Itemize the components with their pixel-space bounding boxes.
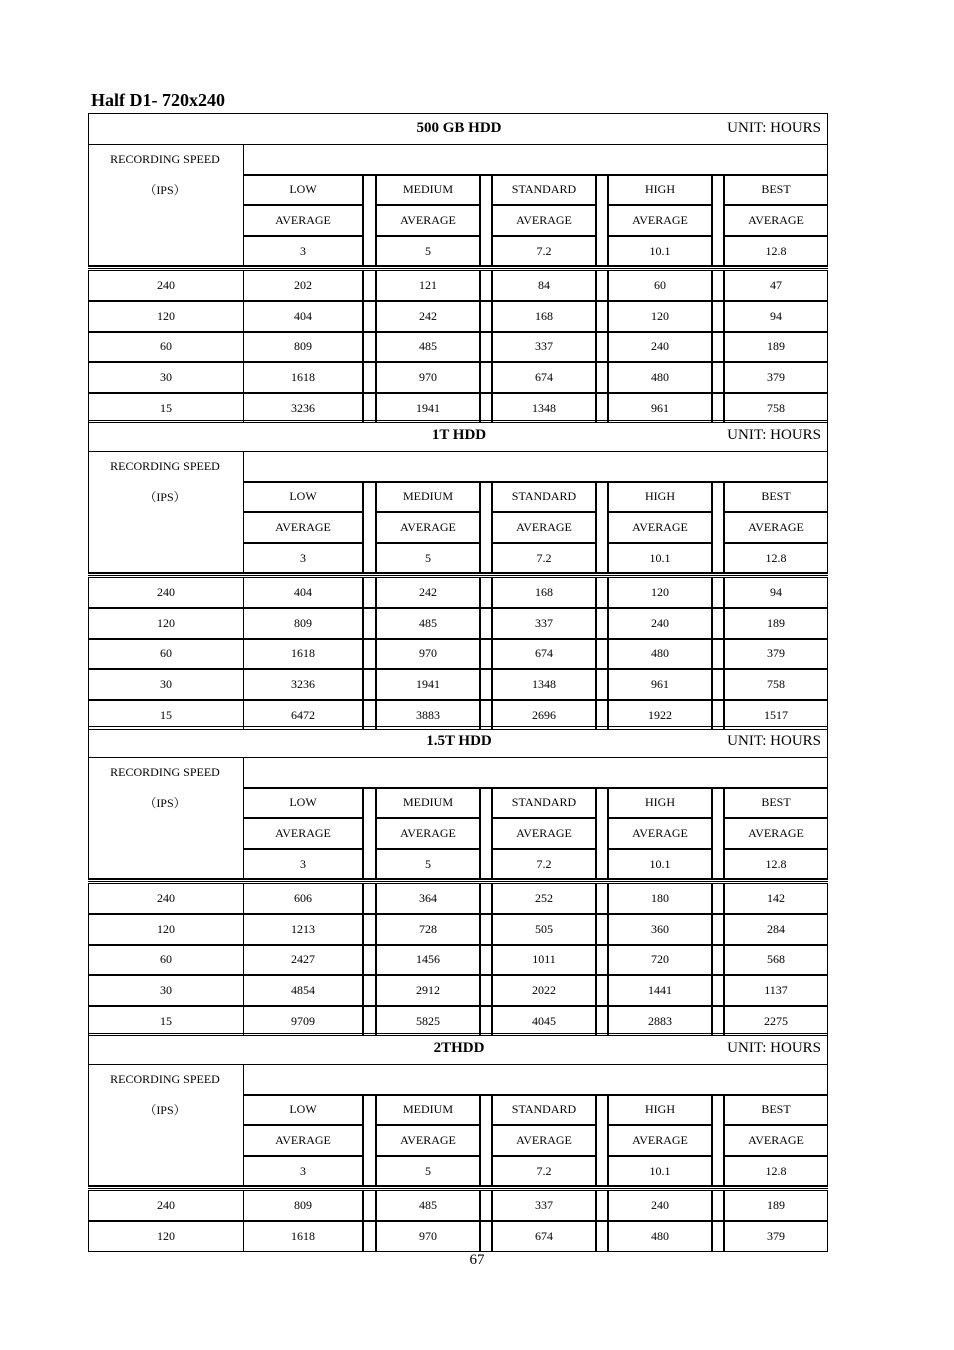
frame-size-header: 10.1 xyxy=(608,543,712,574)
spacer-column xyxy=(596,788,608,880)
double-rule xyxy=(88,266,828,269)
spacer-column xyxy=(363,945,376,976)
spacer-column xyxy=(480,175,492,267)
spacer-column xyxy=(712,639,724,670)
spacer-column xyxy=(596,482,608,574)
table-title: 1.5T HDD xyxy=(426,733,492,749)
hours-value: 242 xyxy=(376,301,480,332)
spacer-column xyxy=(712,914,724,945)
ips-value: 240 xyxy=(88,1190,244,1221)
hours-value: 970 xyxy=(376,362,480,393)
average-header: AVERAGE xyxy=(243,205,363,236)
spacer-column xyxy=(596,975,608,1006)
hours-value: 961 xyxy=(608,669,712,700)
ips-value: 15 xyxy=(88,393,244,424)
quality-header: STANDARD xyxy=(492,482,596,513)
frame-size-header: 7.2 xyxy=(492,543,596,574)
spacer-column xyxy=(480,945,492,976)
quality-header: STANDARD xyxy=(492,175,596,206)
spacer-column xyxy=(596,270,608,301)
spacer-column xyxy=(480,332,492,363)
hours-value: 2912 xyxy=(376,975,480,1006)
frame-size-header: 10.1 xyxy=(608,236,712,267)
header-blank-row xyxy=(243,757,828,788)
average-header: AVERAGE xyxy=(492,1125,596,1156)
hours-value: 1348 xyxy=(492,393,596,424)
spacer-column xyxy=(480,1006,492,1037)
hours-value: 485 xyxy=(376,608,480,639)
frame-size-header: 10.1 xyxy=(608,1156,712,1187)
header-blank-row xyxy=(243,144,828,175)
hours-value: 720 xyxy=(608,945,712,976)
hours-value: 252 xyxy=(492,883,596,914)
spacer-column xyxy=(480,669,492,700)
header-blank-row xyxy=(243,1064,828,1095)
hours-value: 142 xyxy=(724,883,828,914)
quality-header: LOW xyxy=(243,482,363,513)
hours-value: 606 xyxy=(243,883,363,914)
spacer-column xyxy=(363,608,376,639)
ips-value: 120 xyxy=(88,608,244,639)
hours-value: 1348 xyxy=(492,669,596,700)
frame-size-header: 3 xyxy=(243,1156,363,1187)
ips-value: 240 xyxy=(88,270,244,301)
header-blank-row xyxy=(243,451,828,482)
spacer-column xyxy=(363,175,376,267)
ips-value: 60 xyxy=(88,332,244,363)
quality-header: MEDIUM xyxy=(376,482,480,513)
table-title: 1T HDD xyxy=(431,427,487,443)
hours-value: 337 xyxy=(492,1190,596,1221)
double-rule xyxy=(88,573,828,576)
spacer-column xyxy=(480,608,492,639)
spacer-column xyxy=(363,914,376,945)
hours-value: 240 xyxy=(608,332,712,363)
table-caption xyxy=(88,726,828,758)
average-header: AVERAGE xyxy=(724,512,828,543)
spacer-column xyxy=(596,362,608,393)
quality-header: BEST xyxy=(724,788,828,819)
hours-value: 120 xyxy=(608,577,712,608)
average-header: AVERAGE xyxy=(492,512,596,543)
average-header: AVERAGE xyxy=(243,1125,363,1156)
hours-value: 970 xyxy=(376,1221,480,1252)
spacer-column xyxy=(596,1190,608,1221)
hours-value: 404 xyxy=(243,577,363,608)
hours-value: 480 xyxy=(608,1221,712,1252)
hours-value: 1618 xyxy=(243,1221,363,1252)
hours-value: 2427 xyxy=(243,945,363,976)
frame-size-header: 7.2 xyxy=(492,1156,596,1187)
hours-value: 5825 xyxy=(376,1006,480,1037)
average-header: AVERAGE xyxy=(724,1125,828,1156)
hours-value: 505 xyxy=(492,914,596,945)
spacer-column xyxy=(596,332,608,363)
hours-value: 970 xyxy=(376,639,480,670)
hours-value: 168 xyxy=(492,301,596,332)
spacer-column xyxy=(712,332,724,363)
spacer-column xyxy=(363,883,376,914)
hours-value: 1618 xyxy=(243,362,363,393)
hours-value: 284 xyxy=(724,914,828,945)
quality-header: HIGH xyxy=(608,788,712,819)
recording-speed-label: RECORDING SPEED xyxy=(110,765,220,779)
spacer-column xyxy=(712,1221,724,1252)
ips-value: 15 xyxy=(88,700,244,731)
spacer-column xyxy=(480,1221,492,1252)
average-header: AVERAGE xyxy=(376,818,480,849)
recording-speed-label: RECORDING SPEED xyxy=(110,459,220,473)
spacer-column xyxy=(712,669,724,700)
table-caption xyxy=(88,1033,828,1065)
hours-value: 1618 xyxy=(243,639,363,670)
spacer-column xyxy=(480,301,492,332)
hours-value: 180 xyxy=(608,883,712,914)
average-header: AVERAGE xyxy=(492,818,596,849)
quality-header: BEST xyxy=(724,175,828,206)
hours-value: 3236 xyxy=(243,393,363,424)
page-title: Half D1- 720x240 xyxy=(91,90,225,110)
frame-size-header: 12.8 xyxy=(724,849,828,880)
hours-value: 2696 xyxy=(492,700,596,731)
spacer-column xyxy=(596,301,608,332)
ips-label: （IPS） xyxy=(144,490,186,504)
hours-value: 674 xyxy=(492,362,596,393)
double-rule xyxy=(88,879,828,882)
spacer-column xyxy=(363,975,376,1006)
spacer-column xyxy=(480,1095,492,1187)
hours-value: 202 xyxy=(243,270,363,301)
ips-value: 15 xyxy=(88,1006,244,1037)
spacer-column xyxy=(480,362,492,393)
hours-value: 1922 xyxy=(608,700,712,731)
ips-label: （IPS） xyxy=(144,183,186,197)
frame-size-header: 5 xyxy=(376,236,480,267)
spacer-column xyxy=(596,393,608,424)
quality-header: HIGH xyxy=(608,175,712,206)
ips-value: 120 xyxy=(88,1221,244,1252)
average-header: AVERAGE xyxy=(608,818,712,849)
average-header: AVERAGE xyxy=(608,1125,712,1156)
ips-value: 240 xyxy=(88,577,244,608)
spacer-column xyxy=(363,270,376,301)
ips-value: 30 xyxy=(88,669,244,700)
hours-value: 674 xyxy=(492,1221,596,1252)
spacer-column xyxy=(596,639,608,670)
spacer-column xyxy=(363,669,376,700)
spacer-column xyxy=(596,1221,608,1252)
spacer-column xyxy=(363,577,376,608)
spacer-column xyxy=(480,577,492,608)
spacer-column xyxy=(712,577,724,608)
quality-header: LOW xyxy=(243,175,363,206)
hours-value: 94 xyxy=(724,301,828,332)
table-caption xyxy=(88,113,828,145)
spacer-column xyxy=(712,270,724,301)
table-unit: UNIT: HOURS xyxy=(727,733,821,749)
hours-value: 1941 xyxy=(376,669,480,700)
hours-value: 9709 xyxy=(243,1006,363,1037)
average-header: AVERAGE xyxy=(376,512,480,543)
spacer-column xyxy=(596,1095,608,1187)
hours-value: 3236 xyxy=(243,669,363,700)
average-header: AVERAGE xyxy=(724,205,828,236)
hours-value: 2883 xyxy=(608,1006,712,1037)
ips-value: 60 xyxy=(88,639,244,670)
hours-value: 379 xyxy=(724,1221,828,1252)
spacer-column xyxy=(480,393,492,424)
spacer-column xyxy=(596,914,608,945)
frame-size-header: 5 xyxy=(376,1156,480,1187)
spacer-column xyxy=(480,914,492,945)
spacer-column xyxy=(596,945,608,976)
spacer-column xyxy=(712,883,724,914)
hours-value: 809 xyxy=(243,332,363,363)
frame-size-header: 3 xyxy=(243,849,363,880)
spacer-column xyxy=(363,301,376,332)
spacer-column xyxy=(480,639,492,670)
hours-value: 480 xyxy=(608,639,712,670)
spacer-column xyxy=(480,975,492,1006)
hours-value: 4854 xyxy=(243,975,363,1006)
spacer-column xyxy=(480,1190,492,1221)
spacer-column xyxy=(596,883,608,914)
hours-value: 1213 xyxy=(243,914,363,945)
spacer-column xyxy=(712,1095,724,1187)
recording-speed-label: RECORDING SPEED xyxy=(110,152,220,166)
hours-value: 121 xyxy=(376,270,480,301)
hours-value: 961 xyxy=(608,393,712,424)
hours-value: 674 xyxy=(492,639,596,670)
frame-size-header: 5 xyxy=(376,849,480,880)
spacer-column xyxy=(712,1190,724,1221)
hours-value: 240 xyxy=(608,608,712,639)
quality-header: MEDIUM xyxy=(376,1095,480,1126)
quality-header: BEST xyxy=(724,1095,828,1126)
hours-value: 364 xyxy=(376,883,480,914)
recording-speed-label: RECORDING SPEED xyxy=(110,1072,220,1086)
hours-value: 189 xyxy=(724,1190,828,1221)
table-unit: UNIT: HOURS xyxy=(727,1040,821,1056)
spacer-column xyxy=(712,301,724,332)
spacer-column xyxy=(363,639,376,670)
hours-value: 2022 xyxy=(492,975,596,1006)
hours-value: 240 xyxy=(608,1190,712,1221)
ips-value: 120 xyxy=(88,914,244,945)
hours-value: 1441 xyxy=(608,975,712,1006)
quality-header: STANDARD xyxy=(492,788,596,819)
spacer-column xyxy=(712,608,724,639)
hours-value: 1941 xyxy=(376,393,480,424)
hours-value: 6472 xyxy=(243,700,363,731)
spacer-column xyxy=(363,332,376,363)
average-header: AVERAGE xyxy=(724,818,828,849)
hours-value: 728 xyxy=(376,914,480,945)
quality-header: MEDIUM xyxy=(376,788,480,819)
hours-value: 379 xyxy=(724,639,828,670)
ips-value: 240 xyxy=(88,883,244,914)
spacer-column xyxy=(712,482,724,574)
hours-value: 3883 xyxy=(376,700,480,731)
spacer-column xyxy=(363,393,376,424)
hours-value: 1011 xyxy=(492,945,596,976)
hours-value: 485 xyxy=(376,332,480,363)
frame-size-header: 7.2 xyxy=(492,849,596,880)
hours-value: 404 xyxy=(243,301,363,332)
spacer-column xyxy=(480,883,492,914)
hours-value: 485 xyxy=(376,1190,480,1221)
ips-value: 60 xyxy=(88,945,244,976)
spacer-column xyxy=(363,1221,376,1252)
hours-value: 94 xyxy=(724,577,828,608)
hours-value: 480 xyxy=(608,362,712,393)
spacer-column xyxy=(363,1095,376,1187)
page-number: 67 xyxy=(469,1252,485,1268)
spacer-column xyxy=(596,608,608,639)
frame-size-header: 12.8 xyxy=(724,1156,828,1187)
spacer-column xyxy=(363,788,376,880)
table-unit: UNIT: HOURS xyxy=(727,120,821,136)
hours-value: 120 xyxy=(608,301,712,332)
spacer-column xyxy=(712,1006,724,1037)
hours-value: 2275 xyxy=(724,1006,828,1037)
hours-value: 242 xyxy=(376,577,480,608)
hours-value: 568 xyxy=(724,945,828,976)
spacer-column xyxy=(712,175,724,267)
table-unit: UNIT: HOURS xyxy=(727,427,821,443)
spacer-column xyxy=(596,669,608,700)
quality-header: HIGH xyxy=(608,482,712,513)
spacer-column xyxy=(712,362,724,393)
frame-size-header: 3 xyxy=(243,236,363,267)
frame-size-header: 5 xyxy=(376,543,480,574)
average-header: AVERAGE xyxy=(492,205,596,236)
ips-value: 30 xyxy=(88,975,244,1006)
quality-header: MEDIUM xyxy=(376,175,480,206)
hours-value: 758 xyxy=(724,669,828,700)
quality-header: HIGH xyxy=(608,1095,712,1126)
quality-header: STANDARD xyxy=(492,1095,596,1126)
average-header: AVERAGE xyxy=(608,512,712,543)
average-header: AVERAGE xyxy=(376,1125,480,1156)
average-header: AVERAGE xyxy=(376,205,480,236)
spacer-column xyxy=(363,1190,376,1221)
double-rule xyxy=(88,1186,828,1189)
hours-value: 168 xyxy=(492,577,596,608)
ips-label: （IPS） xyxy=(144,796,186,810)
table-title: 500 GB HDD xyxy=(416,120,502,136)
frame-size-header: 10.1 xyxy=(608,849,712,880)
hours-value: 1517 xyxy=(724,700,828,731)
spacer-column xyxy=(596,175,608,267)
hours-value: 379 xyxy=(724,362,828,393)
hours-value: 809 xyxy=(243,1190,363,1221)
quality-header: BEST xyxy=(724,482,828,513)
spacer-column xyxy=(480,482,492,574)
spacer-column xyxy=(712,393,724,424)
average-header: AVERAGE xyxy=(243,512,363,543)
spacer-column xyxy=(712,788,724,880)
table-title: 2THDD xyxy=(433,1040,485,1056)
hours-value: 84 xyxy=(492,270,596,301)
hours-value: 1456 xyxy=(376,945,480,976)
hours-value: 360 xyxy=(608,914,712,945)
ips-value: 30 xyxy=(88,362,244,393)
average-header: AVERAGE xyxy=(243,818,363,849)
quality-header: LOW xyxy=(243,1095,363,1126)
spacer-column xyxy=(712,975,724,1006)
spacer-column xyxy=(596,1006,608,1037)
quality-header: LOW xyxy=(243,788,363,819)
hours-value: 4045 xyxy=(492,1006,596,1037)
frame-size-header: 12.8 xyxy=(724,543,828,574)
hours-value: 809 xyxy=(243,608,363,639)
hours-value: 758 xyxy=(724,393,828,424)
hours-value: 60 xyxy=(608,270,712,301)
average-header: AVERAGE xyxy=(608,205,712,236)
hours-value: 189 xyxy=(724,332,828,363)
spacer-column xyxy=(712,945,724,976)
frame-size-header: 7.2 xyxy=(492,236,596,267)
spacer-column xyxy=(480,788,492,880)
frame-size-header: 12.8 xyxy=(724,236,828,267)
hours-value: 337 xyxy=(492,608,596,639)
hours-value: 1137 xyxy=(724,975,828,1006)
spacer-column xyxy=(363,362,376,393)
ips-label: （IPS） xyxy=(144,1103,186,1117)
frame-size-header: 3 xyxy=(243,543,363,574)
spacer-column xyxy=(363,482,376,574)
ips-value: 120 xyxy=(88,301,244,332)
hours-value: 189 xyxy=(724,608,828,639)
spacer-column xyxy=(363,1006,376,1037)
spacer-column xyxy=(480,270,492,301)
hours-value: 337 xyxy=(492,332,596,363)
hours-value: 47 xyxy=(724,270,828,301)
table-caption xyxy=(88,420,828,452)
spacer-column xyxy=(596,577,608,608)
